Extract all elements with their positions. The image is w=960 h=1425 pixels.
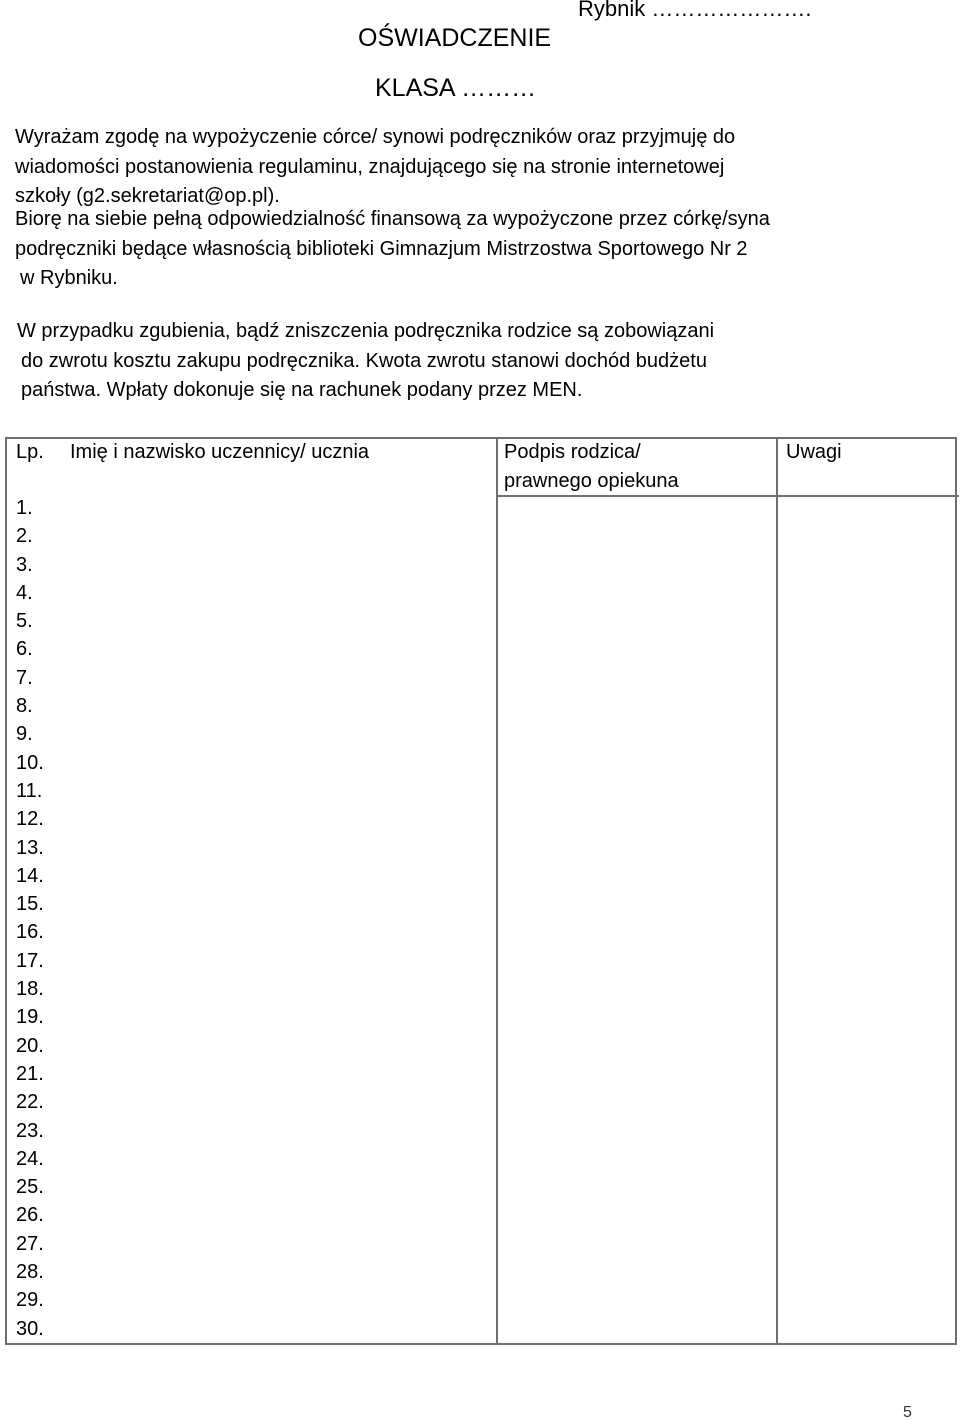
- column-header-signature: [504, 438, 679, 495]
- paragraph-line: podręczniki będące własnością biblioteki Gimnazjum Mistrzostwa Sportowego Nr 2: [15, 237, 748, 260]
- table-row-number: 4.: [16, 581, 33, 604]
- table-header-divider: [496, 495, 776, 497]
- table-row-number: 11.: [16, 779, 43, 802]
- table-row-number: 29.: [16, 1289, 44, 1312]
- table-row-number: 20.: [16, 1034, 44, 1057]
- table-row-number: 14.: [16, 864, 44, 887]
- table-row-number: 6.: [16, 638, 33, 661]
- document-title: OŚWIADCZENIE: [358, 24, 552, 52]
- table-row-number: 10.: [16, 751, 44, 774]
- paragraph-line: wiadomości postanowienia regulaminu, znajdującego się na stronie internetowej: [15, 155, 725, 178]
- table-row-number: 16.: [16, 921, 44, 944]
- consent-paragraph: [15, 123, 735, 212]
- paragraph-line: do zwrotu kosztu zakupu podręcznika. Kwota zwrotu stanowi dochód budżetu: [21, 349, 707, 372]
- table-row-number: 26.: [16, 1204, 44, 1227]
- column-header-notes: Uwagi: [786, 441, 842, 463]
- table-column-divider: [496, 439, 498, 1343]
- table-row-number: 22.: [16, 1091, 44, 1114]
- table-row-number: 2.: [16, 525, 33, 548]
- column-header-signature-line: prawnego opiekuna: [504, 469, 679, 492]
- table-row-number: 15.: [16, 893, 44, 916]
- table-row-number: 24.: [16, 1147, 44, 1170]
- column-header-name: Imię i nazwisko uczennicy/ ucznia: [70, 441, 370, 463]
- page-number: 5: [903, 1404, 912, 1421]
- paragraph-line: państwa. Wpłaty dokonuje się na rachunek podany przez MEN.: [21, 379, 583, 401]
- table-rows: [16, 494, 44, 1343]
- table-row-number: 28.: [16, 1261, 44, 1284]
- table-row-number: 13.: [16, 836, 44, 859]
- paragraph-line: Wyrażam zgodę na wypożyczenie córce/ synowi podręczników oraz przyjmuję do: [15, 126, 736, 148]
- column-header-lp: Lp.: [16, 441, 44, 463]
- table-column-divider: [776, 439, 778, 1343]
- table-row-number: 19.: [16, 1006, 44, 1029]
- table-row-number: 23.: [16, 1119, 44, 1142]
- table-row-number: 21.: [16, 1062, 44, 1085]
- table-row-number: 9.: [16, 723, 33, 746]
- column-header-signature-line: Podpis rodzica/: [504, 441, 641, 463]
- table-row-number: 8.: [16, 695, 33, 718]
- place-date-line: Rybnik ………………….: [578, 0, 812, 21]
- table-row-number: 5.: [16, 610, 33, 633]
- table-row-number: 3.: [16, 553, 33, 576]
- signature-table: [5, 437, 957, 1345]
- responsibility-paragraph: [15, 205, 770, 294]
- table-row-number: 12.: [16, 808, 44, 831]
- table-row-number: 17.: [16, 949, 44, 972]
- paragraph-line: W przypadku zgubienia, bądź zniszczenia podręcznika rodzice są zobowiązani: [17, 320, 715, 342]
- paragraph-line: Biorę na siebie pełną odpowiedzialność finansową za wypożyczone przez córkę/syna: [15, 208, 770, 230]
- class-label: KLASA ………: [375, 74, 537, 102]
- paragraph-line: szkoły (g2.sekretariat@op.pl).: [15, 185, 280, 207]
- table-row-number: 7.: [16, 666, 33, 689]
- table-row-number: 1.: [16, 497, 33, 519]
- table-row-number: 25.: [16, 1176, 44, 1199]
- table-header-divider: [776, 495, 959, 497]
- table-row-number: 27.: [16, 1232, 44, 1255]
- loss-paragraph: [17, 317, 714, 406]
- paragraph-line: w Rybniku.: [20, 267, 118, 289]
- table-row-number: 30.: [16, 1317, 44, 1340]
- table-row-number: 18.: [16, 978, 44, 1001]
